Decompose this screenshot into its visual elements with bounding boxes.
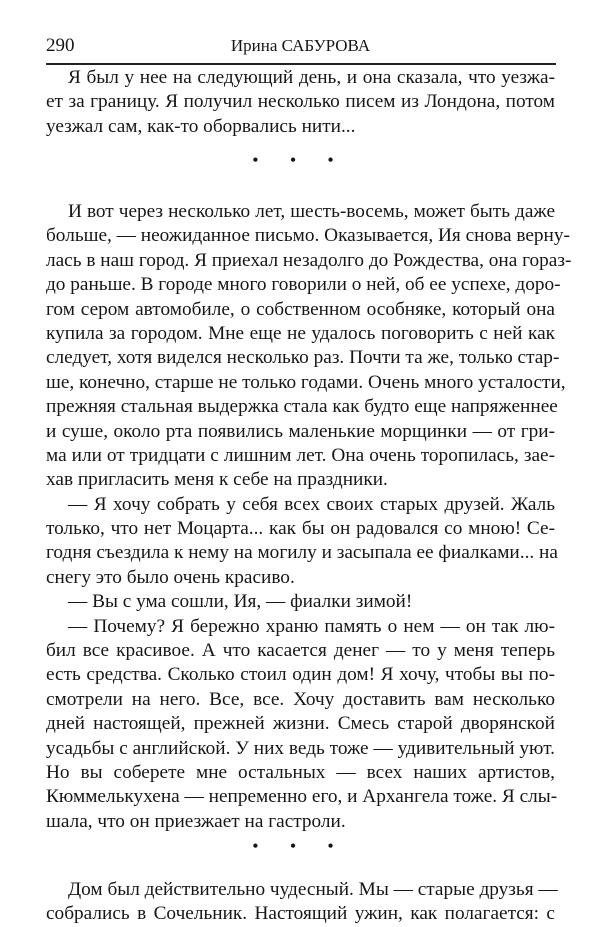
text-line: лась в наш город. Я приехал незадолго до Рождества, она гораз- bbox=[46, 249, 572, 271]
header-rule bbox=[46, 63, 556, 65]
running-head-author: Ирина САБУРОВА bbox=[230, 36, 371, 55]
text-line: Я был у нее на следующий день, и она сказала, что уезжа- bbox=[68, 67, 555, 88]
dialogue-line: — Почему? Я бережно храню память о нем — он так лю- bbox=[68, 615, 555, 637]
text-line: прежняя стальная выдержка стала как будто еще напряженнее bbox=[46, 396, 558, 418]
text-line: Но вы соберете мне остальных — всех наших артистов, bbox=[46, 761, 555, 783]
text-line: ма или от тридцати с лишним лет. Она очень торопилась, зае- bbox=[46, 444, 555, 466]
text-line: купила за городом. Мне еще не удалось поговорить с ней как bbox=[46, 322, 555, 344]
text-line: годня съездила к нему на могилу и засыпала ее фиалками... на bbox=[46, 542, 558, 564]
dialogue-line: — Я хочу собрать у себя всех своих старых друзей. Жаль bbox=[68, 493, 555, 515]
text-line: только, что нет Моцарта... как бы он радовался со мною! Се- bbox=[46, 518, 555, 540]
text-line: шала, что он приезжает на гастроли. bbox=[46, 810, 346, 832]
text-line: больше, — неожиданное письмо. Оказывается, Ия снова верну- bbox=[46, 225, 570, 247]
text-line: И вот через несколько лет, шесть-восемь, может быть даже bbox=[68, 201, 555, 222]
paragraph-3 bbox=[46, 878, 558, 927]
text-line: дней настоящей, прежней жизни. Смесь старой дворянской bbox=[46, 713, 555, 735]
text-line: хав пригласить меня к себе на праздники. bbox=[46, 469, 388, 491]
text-line: следует, хотя виделся несколько раз. Почти та же, только стар- bbox=[46, 347, 560, 369]
text-line: ет за границу. Я получил несколько писем из Лондона, потом bbox=[46, 91, 555, 113]
page-number: 290 bbox=[46, 35, 75, 56]
running-header bbox=[46, 35, 555, 61]
paragraph-2 bbox=[46, 200, 572, 834]
paragraph-1 bbox=[46, 66, 555, 139]
text-line: бил все красивое. А что касается денег — то у меня теперь bbox=[46, 640, 555, 662]
section-separator: • • • bbox=[252, 152, 348, 169]
text-line: смотрели на него. Все, все. Хочу доставить вам несколько bbox=[46, 688, 555, 710]
text-line: есть средства. Сколько стоил один дом! Я хочу, чтобы вы по- bbox=[46, 664, 555, 686]
text-line: собрались в Сочельник. Настоящий ужин, как полагается: с bbox=[46, 903, 555, 925]
text-line: гом сером автомобиле, о собственном особняке, который она bbox=[46, 298, 555, 320]
text-line: Дом был действительно чудесный. Мы — старые друзья — bbox=[68, 879, 558, 900]
text-line: снегу это было очень красиво. bbox=[46, 566, 295, 588]
text-line: и суше, около рта появились маленькие морщинки — от гри- bbox=[46, 420, 555, 442]
text-line: Кюммелькухена — непременно его, и Архангела тоже. Я слы- bbox=[46, 786, 558, 808]
text-line: уезжал сам, как-то оборвались нити... bbox=[46, 115, 356, 137]
section-separator: • • • bbox=[252, 838, 348, 855]
text-line: ше, конечно, старше не только годами. Очень много усталости, bbox=[46, 371, 566, 393]
dialogue-line: — Вы с ума сошли, Ия, — фиалки зимой! bbox=[68, 591, 413, 613]
text-line: до раньше. В городе много говорили о ней, об ее успехе, доро- bbox=[46, 274, 561, 296]
text-line: усадьбы с английской. У них ведь тоже — удивительный уют. bbox=[46, 737, 555, 759]
